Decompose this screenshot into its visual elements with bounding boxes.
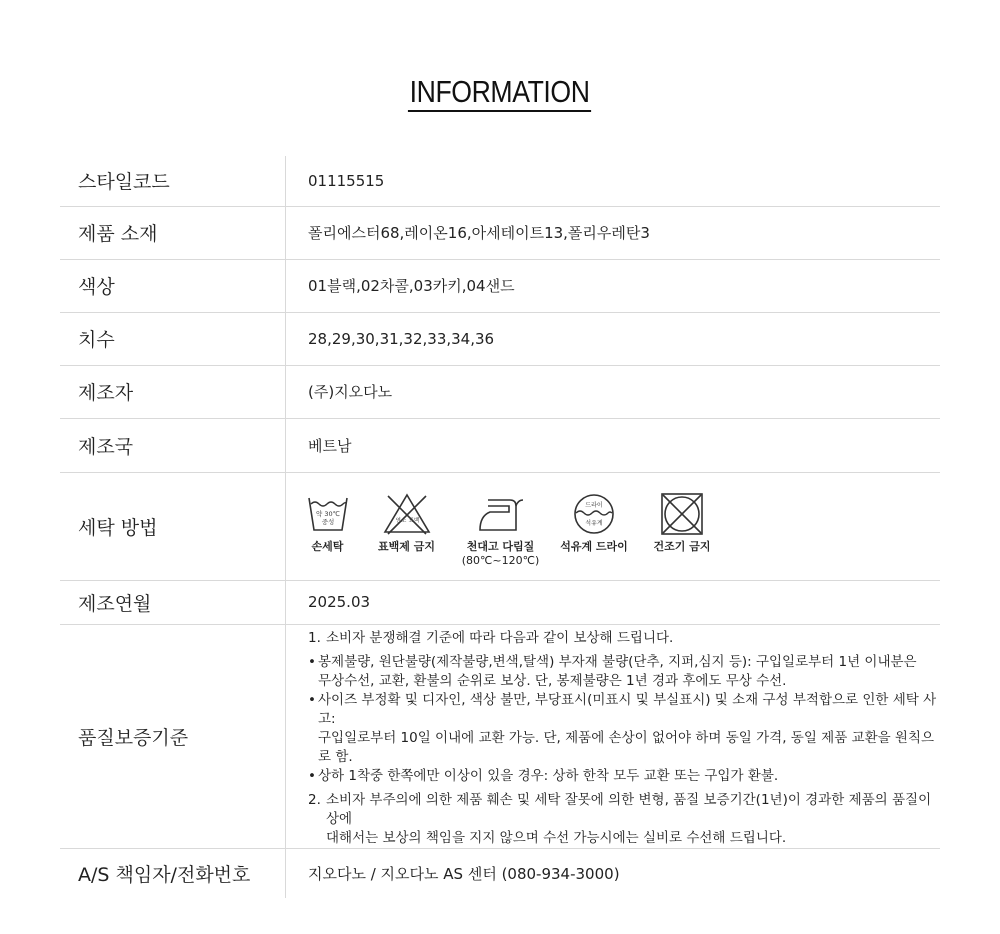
wash-item-hand-wash bbox=[294, 492, 361, 554]
bleach-prohibited-icon bbox=[382, 492, 432, 536]
wash-item-bleach bbox=[361, 492, 452, 554]
label-country: 제조국 bbox=[60, 418, 286, 472]
quality-bullet-1: • 봉제불량, 원단불량(제작불량,변색,탈색) 부자재 불량(단추, 지퍼,심지 등): 구입일로부터 1년 이내분은 무상수선, 교환, 환불의 순위로 보상. 단, 봉제불량은 1년 경과 후에도 무상 수선. bbox=[308, 653, 917, 689]
iron-label: 천대고 다림질 bbox=[466, 539, 535, 553]
row-size bbox=[60, 312, 940, 365]
row-country bbox=[60, 418, 940, 472]
value-date: 2025.03 bbox=[286, 580, 941, 624]
hand-wash-label: 손세탁 bbox=[311, 539, 344, 553]
iron-icon bbox=[476, 492, 526, 536]
dry-clean-icon bbox=[571, 492, 617, 536]
bleach-chlorine: 염소 bbox=[395, 517, 406, 524]
tumble-dry-label: 건조기 금지 bbox=[653, 539, 711, 553]
bleach-label: 표백제 금지 bbox=[378, 539, 435, 553]
row-date bbox=[60, 580, 940, 624]
value-size: 28,29,30,31,32,33,34,36 bbox=[286, 312, 941, 365]
label-date: 제조연월 bbox=[60, 580, 286, 624]
label-style-code: 스타일코드 bbox=[60, 156, 286, 206]
quality-item-1: 1. 소비자 분쟁해결 기준에 따라 다음과 같이 보상해 드립니다. bbox=[308, 629, 674, 646]
tumble-dry-prohibited-icon bbox=[659, 492, 705, 536]
value-country: 베트남 bbox=[286, 418, 941, 472]
quality-text bbox=[308, 629, 940, 848]
washing-icons bbox=[294, 486, 940, 567]
row-color bbox=[60, 259, 940, 312]
label-color: 색상 bbox=[60, 259, 286, 312]
hand-wash-neutral: 중성 bbox=[321, 517, 334, 526]
value-material: 폴리에스터68,레이온16,아세테이트13,폴리우레탄3 bbox=[286, 206, 941, 259]
hand-wash-temp: 약 30℃ bbox=[315, 509, 340, 518]
label-material: 제품 소재 bbox=[60, 206, 286, 259]
page-title: INFORMATION bbox=[408, 74, 591, 112]
row-as bbox=[60, 848, 940, 898]
label-washing: 세탁 방법 bbox=[60, 472, 286, 580]
wash-item-dry-clean bbox=[549, 492, 639, 554]
hand-wash-icon bbox=[306, 492, 350, 536]
dry-clean-label: 석유계 드라이 bbox=[560, 539, 628, 553]
dry-clean-petroleum: 석유계 bbox=[585, 519, 603, 527]
label-as: A/S 책임자/전화번호 bbox=[60, 848, 286, 898]
iron-temp-range: (80℃~120℃) bbox=[461, 553, 540, 567]
wash-item-tumble-dry bbox=[639, 492, 725, 554]
label-size: 치수 bbox=[60, 312, 286, 365]
row-quality bbox=[60, 624, 940, 848]
value-style-code: 01115515 bbox=[286, 156, 941, 206]
row-maker bbox=[60, 365, 940, 418]
label-maker: 제조자 bbox=[60, 365, 286, 418]
value-as: 지오다노 / 지오다노 AS 센터 (080-934-3000) bbox=[308, 864, 620, 883]
row-washing bbox=[60, 472, 940, 580]
dry-clean-text: 드라이 bbox=[585, 501, 603, 509]
label-quality: 품질보증기준 bbox=[60, 624, 286, 848]
value-quality bbox=[286, 624, 941, 848]
row-material bbox=[60, 206, 940, 259]
value-washing bbox=[286, 472, 941, 580]
quality-item-2: 2. 소비자 부주의에 의한 제품 훼손 및 세탁 잘못에 의한 변형, 품질 보증기간(1년)이 경과한 제품의 품질이상에 대해서는 보상의 책임을 지지 않으며 수선 가능시에는 실비로 수선해 드립니다. bbox=[308, 791, 932, 846]
value-color: 01블랙,02차콜,03카키,04샌드 bbox=[286, 259, 941, 312]
bleach-bleach: 표백 bbox=[408, 517, 419, 524]
wash-item-iron bbox=[452, 492, 549, 567]
value-maker: (주)지오다노 bbox=[286, 365, 941, 418]
quality-bullet-2: • 사이즈 부정확 및 디자인, 색상 불만, 부당표시(미표시 및 부실표시) 및 소재 구성 부적합으로 인한 세탁 사고: 구입일로부터 10일 이내에 교환 가능. 단, 제품에 손상이 없어야 하며 동일 가격, 동일 제품 교환을 원칙으로 함. bbox=[308, 691, 937, 765]
row-style-code bbox=[60, 156, 940, 206]
information-table bbox=[60, 156, 940, 898]
quality-bullet-3: • 상하 1착중 한쪽에만 이상이 있을 경우: 상하 한착 모두 교환 또는 구입가 환불. bbox=[308, 767, 779, 784]
